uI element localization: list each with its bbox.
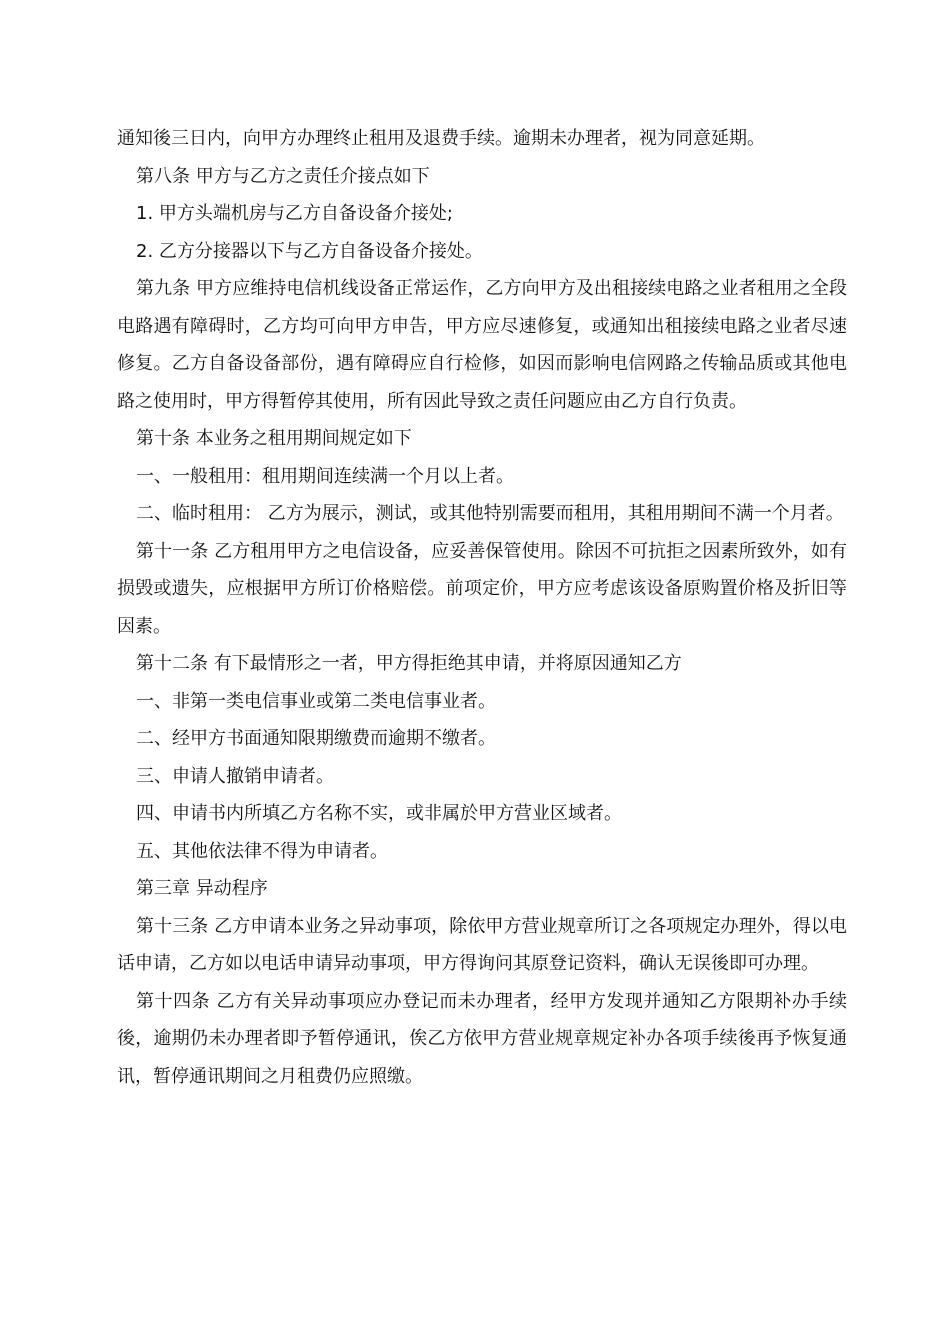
article-10-heading: 第十条 本业务之租用期间规定如下 — [136, 428, 412, 449]
article-11: 第十一条 乙方租用甲方之电信设备，应妥善保管使用。除因不可抗拒之因素所致外，如有损毁或遗失，应根据甲方所订价格赔偿。前项定价，甲方应考虑该设备原购置价格及折旧等因素。 — [117, 540, 847, 637]
article-8-heading: 第八条 甲方与乙方之责任介接点如下 — [136, 165, 430, 187]
chapter-3-heading: 第三章 异动程序 — [136, 878, 268, 899]
article-14: 第十四条 乙方有关异动事项应办登记而未办理者，经甲方发现并通知乙方限期补办手续後，逾期仍未办理者即予暂停通讯，俟乙方依甲方营业规章规定补办各项手续後再予恢复通讯，暂停通讯期间之月租费仍应照缴。 — [117, 990, 847, 1087]
article-12-heading: 第十二条 有下最情形之一者，甲方得拒绝其申请，并将原因通知乙方 — [136, 653, 682, 674]
document-body — [117, 120, 847, 1095]
article-9: 第九条 甲方应维持电信机线设备正常运作，乙方向甲方及出租接续电路之业者租用之全段电路遇有障碍时，乙方均可向甲方申告，甲方应尽速修复，或通知出租接续电路之业者尽速修复。乙方自备设备部份，遇有障碍应自行检修，如因而影响电信网路之传输品质或其他电路之使用时，甲方得暂停其使用，所有因此导致之责任问题应由乙方自行负责。 — [117, 278, 847, 412]
article-10-item-2: 二、临时租用： 乙方为展示，测试，或其他特别需要而租用，其租用期间不满一个月者。 — [136, 503, 844, 524]
article-13: 第十三条 乙方申请本业务之异动事项，除依甲方营业规章所订之各项规定办理外，得以电话申请，乙方如以电话申请异动事项，甲方得询问其原登记资料，确认无误後即可办理。 — [117, 915, 847, 974]
article-10-item-1: 一、一般租用：租用期间连续满一个月以上者。 — [136, 465, 514, 487]
article-12-item-4: 四、申请书内所填乙方名称不实，或非属於甲方营业区域者。 — [136, 803, 622, 824]
article-12-item-2: 二、经甲方书面通知限期缴费而逾期不缴者。 — [136, 728, 496, 749]
article-12-item-1: 一、非第一类电信事业或第二类电信事业者。 — [136, 690, 496, 712]
article-8-item-2: 2. 乙方分接器以下与乙方自备设备介接处。 — [136, 240, 483, 262]
article-12-item-5: 五、其他依法律不得为申请者。 — [136, 840, 388, 862]
article-8-item-1: 1. 甲方头端机房与乙方自备设备介接处; — [136, 203, 453, 224]
article-12-item-3: 三、申请人撤销申请者。 — [136, 765, 334, 787]
paragraph-continuation: 通知後三日内，向甲方办理终止租用及退费手续。逾期未办理者，视为同意延期。 — [117, 128, 765, 149]
